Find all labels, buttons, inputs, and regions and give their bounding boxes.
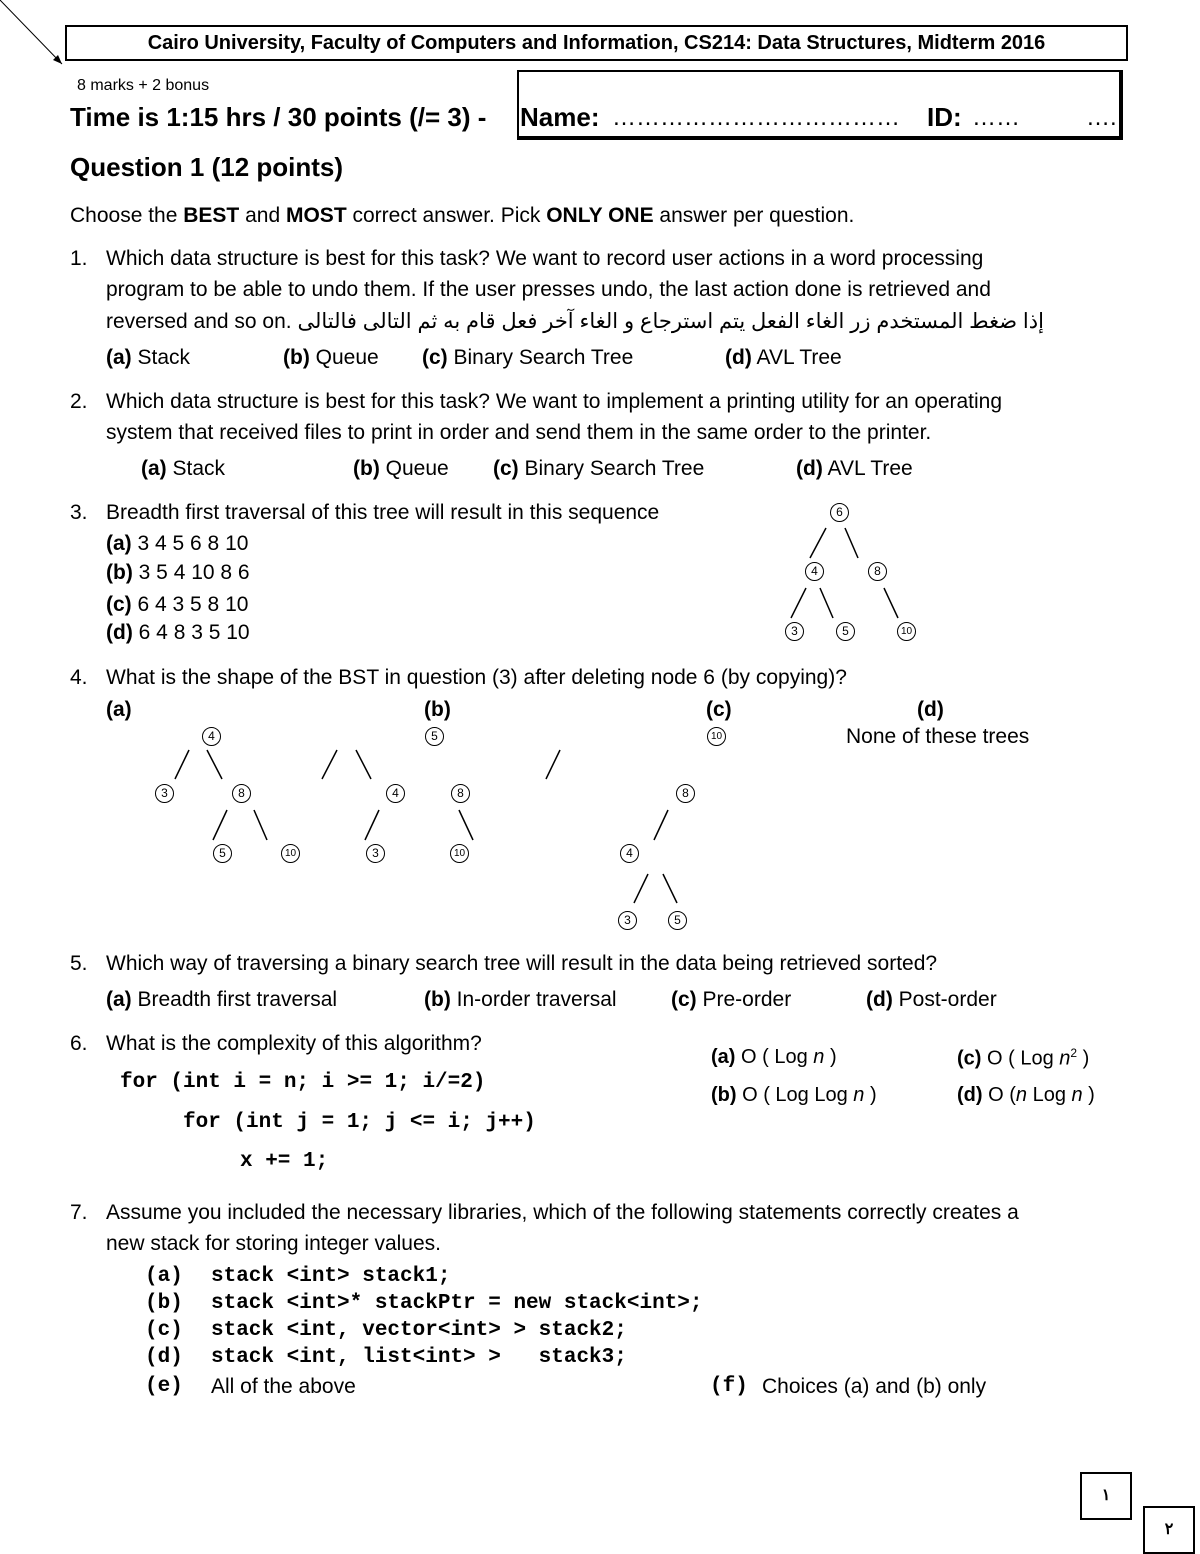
q1-option-a[interactable]: (a) Stack xyxy=(106,346,191,369)
id-label: ID: xyxy=(927,102,962,132)
q7-number: 7. xyxy=(70,1201,88,1224)
q2-option-a[interactable]: (a) Stack xyxy=(141,457,226,480)
q7-option-b-code: stack <int>* stackPtr = new stack<int>; xyxy=(211,1292,703,1315)
q2-option-c[interactable]: (c) Binary Search Tree xyxy=(493,457,705,480)
q1-text-3: reversed and so on. إذا ضغط المستخدم زر الغاء الفعل يتم استرجاع و الغاء آخر فعل قام به ثم التالى فالتالى xyxy=(106,310,1044,333)
q4-option-d-text: None of these trees xyxy=(846,725,1030,748)
q5-option-d[interactable]: (d) Post-order xyxy=(866,988,997,1011)
q4-option-c[interactable]: (c) xyxy=(706,698,732,721)
q4c-edge-10-8 xyxy=(546,750,560,779)
q6-option-a[interactable]: (a) O ( Log n ) xyxy=(711,1046,837,1068)
q4b-edge-8-10 xyxy=(459,810,473,840)
q2-option-b[interactable]: (b) Queue xyxy=(353,457,449,480)
exam-header: Cairo University, Faculty of Computers and Information, CS214: Data Structures, Midterm 2016 xyxy=(65,25,1128,61)
q7-option-c-label[interactable]: (c) xyxy=(145,1319,183,1342)
q5-option-b[interactable]: (b) In-order traversal xyxy=(424,988,617,1011)
q2-option-d[interactable]: (d) AVL Tree xyxy=(796,457,913,480)
q4a-node-10: 10 xyxy=(281,844,300,863)
q7-option-a-code: stack <int> stack1; xyxy=(211,1265,451,1288)
q6-code-line-1: for (int i = n; i >= 1; i/=2) xyxy=(120,1071,486,1094)
q3-option-c[interactable]: (c) 6 4 3 5 8 10 xyxy=(106,593,249,616)
name-label: Name: xyxy=(520,102,600,132)
instruction: Choose the BEST and MOST correct answer. Pick ONLY ONE answer per question. xyxy=(70,204,855,227)
q3-node-6: 6 xyxy=(830,503,849,522)
q6-code-line-3: x += 1; xyxy=(240,1150,329,1173)
q7-option-c-code: stack <int, vector<int> > stack2; xyxy=(211,1319,627,1342)
id-field-end: …. xyxy=(1086,104,1117,131)
q3-node-8: 8 xyxy=(868,562,887,581)
q4-option-d[interactable]: (d) xyxy=(917,698,944,721)
q4b-edge-5-4 xyxy=(322,750,337,779)
q3-text: Breadth first traversal of this tree will result in this sequence xyxy=(106,501,660,524)
q6-option-b[interactable]: (b) O ( Log Log n ) xyxy=(711,1084,877,1106)
q6-option-c[interactable]: (c) O ( Log $n^2$ ) xyxy=(957,1046,1090,1070)
q4b-node-8: 8 xyxy=(451,784,470,803)
q4a-node-3: 3 xyxy=(155,784,174,803)
q4c-node-5: 5 xyxy=(668,911,687,930)
q4a-node-4: 4 xyxy=(202,727,221,746)
q5-number: 5. xyxy=(70,952,88,975)
q7-option-d-label[interactable]: (d) xyxy=(145,1346,183,1369)
q3-edge-4-5 xyxy=(820,588,833,618)
q7-option-e-text: All of the above xyxy=(211,1375,356,1398)
q6-option-d[interactable]: (d) O (n Log n ) xyxy=(957,1084,1095,1106)
q4-option-b[interactable]: (b) xyxy=(424,698,451,721)
q4a-edge-4-8 xyxy=(207,750,222,779)
q3-option-b[interactable]: (b) 3 5 4 10 8 6 xyxy=(106,561,250,584)
page-number-1: ١ xyxy=(1080,1472,1132,1520)
q3-option-d[interactable]: (d) 6 4 8 3 5 10 xyxy=(106,621,250,644)
id-field[interactable]: …… xyxy=(972,104,1020,131)
q7-text-1: Assume you included the necessary libraries, which of the following statements correctly creates a xyxy=(106,1201,1019,1224)
marks-note: 8 marks + 2 bonus xyxy=(77,77,210,94)
q4c-edge-4-3 xyxy=(634,874,648,903)
q6-code-line-2: for (int j = 1; j <= i; j++) xyxy=(183,1111,536,1134)
q1-number: 1. xyxy=(70,247,88,270)
q4-option-a[interactable]: (a) xyxy=(106,698,132,721)
q7-option-a-label[interactable]: (a) xyxy=(145,1265,183,1288)
q2-text-2: system that received files to print in order and send them in the same order to the printer. xyxy=(106,421,932,444)
q4c-edge-8-4 xyxy=(654,810,668,840)
q1-text-2: program to be able to undo them. If the user presses undo, the last action done is retrieved and xyxy=(106,278,991,301)
q4b-edge-4-3 xyxy=(365,810,379,840)
q3-node-3: 3 xyxy=(785,622,804,641)
q3-edge-4-3 xyxy=(791,588,806,618)
q5-text: Which way of traversing a binary search tree will result in the data being retrieved sorted? xyxy=(106,952,938,975)
q4c-edge-4-5 xyxy=(663,874,677,903)
q1-text-1: Which data structure is best for this task? We want to record user actions in a word processing xyxy=(106,247,984,270)
q4b-node-5: 5 xyxy=(425,727,444,746)
page-number-2: ٢ xyxy=(1143,1506,1195,1554)
q4b-node-10: 10 xyxy=(450,844,469,863)
q5-option-c[interactable]: (c) Pre-order xyxy=(671,988,792,1011)
q7-option-b-label[interactable]: (b) xyxy=(145,1292,183,1315)
q3-edge-6-4 xyxy=(810,528,826,558)
q4c-node-4: 4 xyxy=(620,844,639,863)
q4b-edge-5-8 xyxy=(356,750,371,779)
q7-option-f-label[interactable]: (f) xyxy=(710,1375,748,1398)
time-line: Time is 1:15 hrs / 30 points (/= 3) - xyxy=(70,102,487,132)
q4c-node-10: 10 xyxy=(707,727,726,746)
q3-node-5: 5 xyxy=(836,622,855,641)
q4c-node-8: 8 xyxy=(676,784,695,803)
q7-option-e-label[interactable]: (e) xyxy=(145,1375,183,1398)
question-title: Question 1 (12 points) xyxy=(70,152,344,182)
q4a-edge-4-3 xyxy=(175,750,189,779)
q1-option-c[interactable]: (c) Binary Search Tree xyxy=(422,346,634,369)
name-field[interactable]: ……………………………… xyxy=(612,104,900,131)
q4b-node-3: 3 xyxy=(366,844,385,863)
q6-number: 6. xyxy=(70,1032,88,1055)
q3-edge-8-10 xyxy=(884,588,898,618)
q3-node-10: 10 xyxy=(897,622,916,641)
q7-text-2: new stack for storing integer values. xyxy=(106,1232,441,1255)
q3-edge-6-8 xyxy=(845,528,858,558)
q3-option-a[interactable]: (a) 3 4 5 6 8 10 xyxy=(106,532,249,555)
q4a-node-5: 5 xyxy=(213,844,232,863)
q4-number: 4. xyxy=(70,666,88,689)
q4c-node-3: 3 xyxy=(618,911,637,930)
q3-number: 3. xyxy=(70,501,88,524)
q4-text: What is the shape of the BST in question (3) after deleting node 6 (by copying)? xyxy=(106,666,847,689)
q3-node-4: 4 xyxy=(805,562,824,581)
q6-text: What is the complexity of this algorithm? xyxy=(106,1032,482,1055)
q5-option-a[interactable]: (a) Breadth first traversal xyxy=(106,988,338,1011)
q1-option-d[interactable]: (d) AVL Tree xyxy=(725,346,842,369)
q4b-node-4: 4 xyxy=(386,784,405,803)
q4a-edge-8-10 xyxy=(254,810,267,840)
q4a-node-8: 8 xyxy=(232,784,251,803)
q1-option-b[interactable]: (b) Queue xyxy=(283,346,379,369)
q7-option-f-text: Choices (a) and (b) only xyxy=(762,1375,987,1398)
q4a-edge-8-5 xyxy=(213,810,227,840)
q7-option-d-code: stack <int, list<int> > stack3; xyxy=(211,1346,627,1369)
q2-text-1: Which data structure is best for this task? We want to implement a printing utility for an operating xyxy=(106,390,1003,413)
q2-number: 2. xyxy=(70,390,88,413)
